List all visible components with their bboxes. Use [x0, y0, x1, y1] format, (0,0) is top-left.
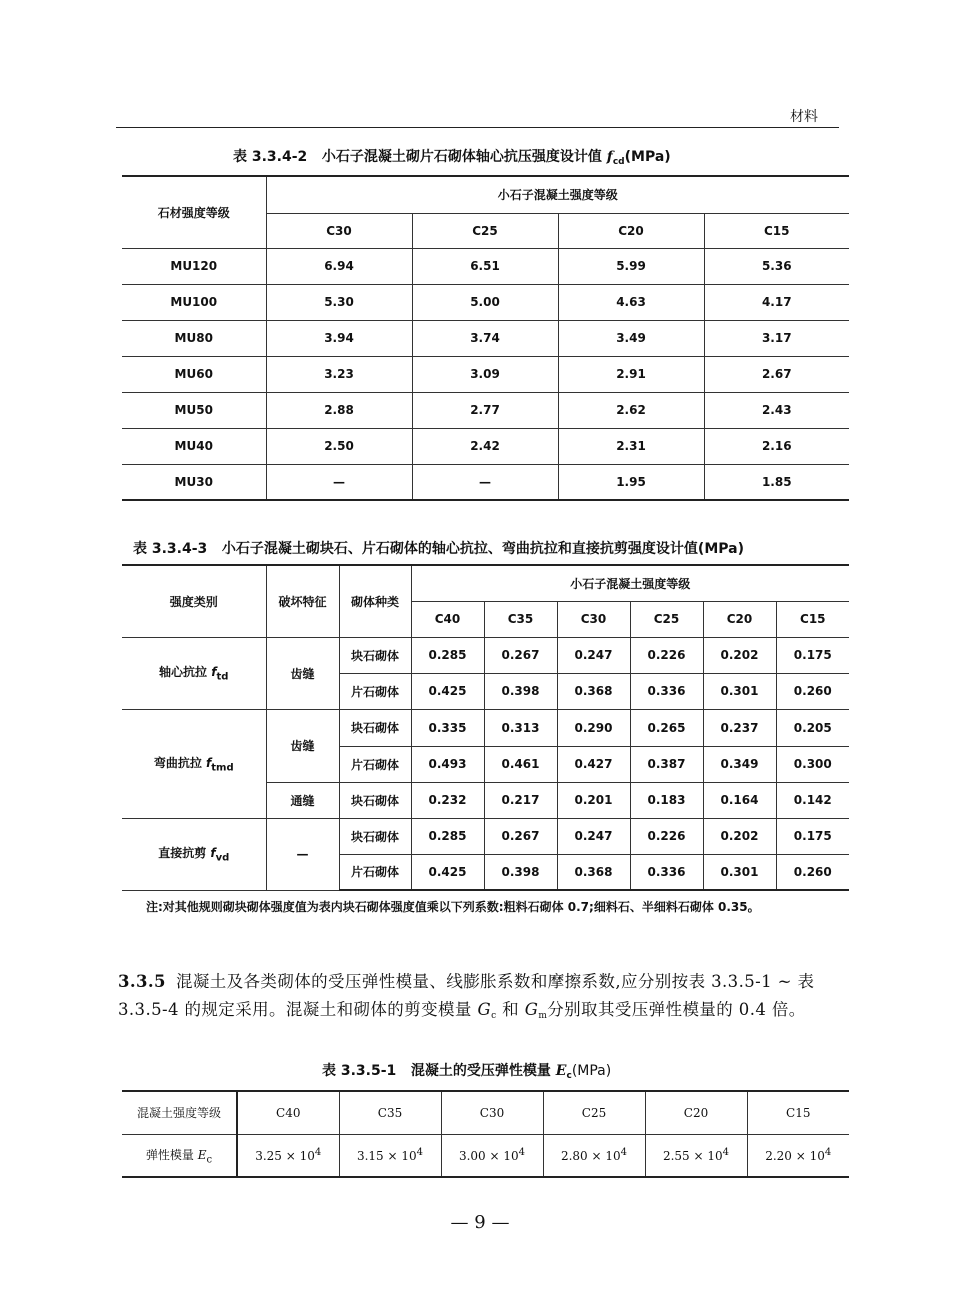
table1-cell: 2.91: [558, 356, 704, 392]
table1-cell: 5.00: [412, 284, 558, 320]
table2-col-header: C20: [703, 601, 776, 637]
table2-cell: 0.461: [484, 746, 557, 782]
table2-strength-label: [122, 709, 266, 818]
table2-cell: 0.427: [557, 746, 630, 782]
table3-row2-sub: c: [206, 1153, 213, 1165]
table2-col-header: C40: [411, 601, 484, 637]
table3-base: × 10: [591, 1149, 621, 1164]
table2-cell: 0.205: [776, 709, 849, 746]
table3-mantissa: 3.25: [255, 1149, 282, 1164]
table2-failure: —: [266, 818, 339, 890]
table3-caption-unit: (MPa): [571, 1063, 612, 1079]
table2-cell: 0.265: [630, 709, 703, 746]
table1-cell: —: [266, 464, 412, 500]
table2-failure: 齿缝: [266, 709, 339, 782]
table1-cell: 4.17: [704, 284, 849, 320]
table1-cell: 1.95: [558, 464, 704, 500]
table3-cell: [543, 1134, 645, 1177]
table2-cell: 0.398: [484, 673, 557, 709]
table2-caption: [133, 538, 744, 558]
table3-cell: [645, 1134, 747, 1177]
table1-row-header: 石材强度等级: [122, 176, 266, 248]
table3-cell: [237, 1134, 339, 1177]
table2-cell: 0.247: [557, 818, 630, 854]
table1-row-label: MU80: [122, 320, 266, 356]
table3-mantissa: 3.15: [356, 1149, 384, 1164]
table3-col-header: C40: [237, 1091, 339, 1134]
table3-caption-text: 混凝土的受压弹性模量: [410, 1063, 551, 1079]
table1-caption: [233, 146, 671, 167]
table3-col-header: C25: [543, 1091, 645, 1134]
table2-cell: 0.301: [703, 854, 776, 890]
table2-caption-text: 小石子混凝土砌块石、片石砌体的轴心抗拉、弯曲抗拉和直接抗剪强度设计值(MPa): [221, 541, 744, 557]
table2-strength-symbol: f: [210, 846, 216, 861]
table1-caption-symbol: f: [606, 149, 613, 165]
section-text-1: 混凝土及各类砌体的受压弹性模量、线膨胀系数和摩擦系数,应分别按表 3.3.5-1 ~ 表 3.3.5-4 的规定采用。混凝土和砌体的剪变模量: [118, 972, 815, 1019]
table2-cell: 0.260: [776, 673, 849, 709]
table-row: [122, 356, 849, 392]
table1-row-label: MU100: [122, 284, 266, 320]
table2-strength-label: [122, 818, 266, 890]
table-row: [122, 1134, 849, 1177]
table2-cell: 0.285: [411, 637, 484, 673]
table-row: [122, 428, 849, 464]
table2-masonry-type: 块石砌体: [339, 782, 411, 818]
table1-cell: 5.30: [266, 284, 412, 320]
table1-cell: 3.94: [266, 320, 412, 356]
table2-cell: 0.247: [557, 637, 630, 673]
table1-cell: 2.42: [412, 428, 558, 464]
running-head: 材料: [790, 109, 818, 125]
table3-caption: [322, 1060, 611, 1081]
table2-cell: 0.368: [557, 854, 630, 890]
table2-cell: 0.237: [703, 709, 776, 746]
table2-cell: 0.335: [411, 709, 484, 746]
table3-exponent: 4: [620, 1147, 628, 1159]
table1: [122, 175, 849, 501]
table1-row-label: MU60: [122, 356, 266, 392]
table2-masonry-type: 块石砌体: [339, 818, 411, 854]
table2-cell: 0.336: [630, 673, 703, 709]
table2-strength-symbol: f: [206, 755, 212, 770]
table-row: [122, 284, 849, 320]
page-number: — 9 —: [450, 1212, 510, 1233]
symbol-gm: G: [524, 1000, 539, 1019]
table2-cell: 0.425: [411, 673, 484, 709]
table1-row-label: MU120: [122, 248, 266, 284]
table1-row-label: MU40: [122, 428, 266, 464]
table2-cell: 0.164: [703, 782, 776, 818]
table3-cell: [441, 1134, 543, 1177]
table1-cell: 3.17: [704, 320, 849, 356]
table3-exponent: 4: [314, 1147, 322, 1159]
symbol-gc: G: [477, 1000, 492, 1019]
table3-base: × 10: [693, 1149, 723, 1164]
symbol-gc-sub: c: [491, 1011, 497, 1021]
table1-cell: 2.31: [558, 428, 704, 464]
table1-col-header: C15: [704, 213, 849, 248]
table2-masonry-type: 片石砌体: [339, 746, 411, 782]
table2-cell: 0.226: [630, 818, 703, 854]
table2-masonry-type: 片石砌体: [339, 673, 411, 709]
table2-cell: 0.493: [411, 746, 484, 782]
table3-row2-label: [122, 1134, 237, 1177]
table2-col-header: C15: [776, 601, 849, 637]
table2-cell: 0.336: [630, 854, 703, 890]
table3-col-header: C20: [645, 1091, 747, 1134]
table2-h-strength: 强度类别: [122, 565, 266, 637]
table1-cell: 5.36: [704, 248, 849, 284]
table1-cell: 2.16: [704, 428, 849, 464]
table2-cell: 0.226: [630, 637, 703, 673]
table2-note: 注:对其他规则砌块砌体强度值为表内块石砌体强度值乘以下列系数:粗料石砌体 0.7;细料石、半细料石砌体 0.35。: [146, 900, 760, 914]
table1-cell: 3.23: [266, 356, 412, 392]
table1-col-header: C30: [266, 213, 412, 248]
table3-caption-prefix: 表 3.3.5-1: [322, 1063, 397, 1079]
table2-masonry-type: 片石砌体: [339, 854, 411, 890]
table2-strength-sub: td: [216, 671, 229, 683]
table1-cell: 3.09: [412, 356, 558, 392]
table3-base: × 10: [489, 1149, 519, 1164]
table3-caption-symbol: E: [555, 1063, 567, 1079]
table3-row2-text: 弹性模量: [145, 1147, 194, 1162]
table3-base: × 10: [387, 1149, 417, 1164]
header-rule: [116, 127, 839, 128]
table-row: [122, 320, 849, 356]
table3-mantissa: 2.80: [560, 1149, 588, 1164]
section-text-2: 和: [496, 1000, 525, 1019]
table3-cell: [339, 1134, 441, 1177]
table2-cell: 0.175: [776, 637, 849, 673]
table2-strength-sub: tmd: [211, 762, 234, 774]
table3-exponent: 4: [722, 1147, 730, 1159]
table2-h-failure: 破坏特征: [266, 565, 339, 637]
table2-cell: 0.267: [484, 637, 557, 673]
table2-cell: 0.301: [703, 673, 776, 709]
table2-cell: 0.183: [630, 782, 703, 818]
table2-strength-name: 轴心抗拉: [159, 665, 208, 680]
table-row: [122, 818, 849, 854]
table3-col-header: C30: [441, 1091, 543, 1134]
table3-mantissa: 2.55: [662, 1149, 690, 1164]
table3-mantissa: 3.00: [458, 1149, 486, 1164]
table2-cell: 0.368: [557, 673, 630, 709]
table2-cell: 0.267: [484, 818, 557, 854]
table2-cell: 0.285: [411, 818, 484, 854]
table1-row-label: MU50: [122, 392, 266, 428]
table1-cell: 5.99: [558, 248, 704, 284]
table1-cell: 2.67: [704, 356, 849, 392]
table2-strength-symbol: f: [211, 665, 217, 680]
table2-cell: 0.387: [630, 746, 703, 782]
table2-strength-name: 弯曲抗拉: [153, 755, 202, 770]
table2-cell: 0.217: [484, 782, 557, 818]
table-row: [122, 464, 849, 500]
table2-cell: 0.349: [703, 746, 776, 782]
table3-cell: [747, 1134, 849, 1177]
table3-col-header: C15: [747, 1091, 849, 1134]
table2-cell: 0.202: [703, 637, 776, 673]
table2-cell: 0.425: [411, 854, 484, 890]
table2-caption-prefix: 表 3.3.4-3: [133, 541, 208, 557]
table1-caption-prefix: 表 3.3.4-2: [233, 149, 308, 165]
table1-cell: 2.50: [266, 428, 412, 464]
table1-cell: 2.43: [704, 392, 849, 428]
table2-strength-sub: vd: [215, 852, 230, 864]
table2-failure: 通缝: [266, 782, 339, 818]
table3-mantissa: 2.20: [765, 1149, 792, 1164]
section-paragraph: [118, 968, 846, 1030]
table1-group-header: 小石子混凝土强度等级: [266, 176, 849, 213]
table2-cell: 0.142: [776, 782, 849, 818]
table2-cell: 0.232: [411, 782, 484, 818]
table-row: [122, 637, 849, 673]
table2-cell: 0.398: [484, 854, 557, 890]
table3-base: × 10: [285, 1149, 315, 1164]
table3-exponent: 4: [518, 1147, 526, 1159]
table1-cell: 2.62: [558, 392, 704, 428]
table2-cell: 0.260: [776, 854, 849, 890]
table2-cell: 0.175: [776, 818, 849, 854]
table2-failure: 齿缝: [266, 637, 339, 709]
table-row: [122, 248, 849, 284]
table3-exponent: 4: [824, 1147, 832, 1159]
symbol-gm-sub: m: [538, 1011, 548, 1021]
table2-cell: 0.202: [703, 818, 776, 854]
table1-cell: 6.94: [266, 248, 412, 284]
section-number: 3.3.5: [118, 972, 166, 991]
table1-col-header: C20: [558, 213, 704, 248]
table1-caption-sub: cd: [612, 157, 625, 167]
section-text-3: 分别取其受压弹性模量的 0.4 倍。: [547, 1000, 806, 1019]
table1-cell: 2.88: [266, 392, 412, 428]
table3-caption-sub: c: [566, 1071, 572, 1081]
table1-cell: —: [412, 464, 558, 500]
table1-caption-text: 小石子混凝土砌片石砌体轴心抗压强度设计值: [321, 149, 602, 165]
table2-masonry-type: 块石砌体: [339, 709, 411, 746]
table2-col-header: C25: [630, 601, 703, 637]
table3-col-header: C35: [339, 1091, 441, 1134]
table1-cell: 6.51: [412, 248, 558, 284]
table1-cell: 3.49: [558, 320, 704, 356]
table-row: [122, 392, 849, 428]
table1-cell: 3.74: [412, 320, 558, 356]
table3-row2-symbol: E: [197, 1147, 207, 1162]
table1-cell: 4.63: [558, 284, 704, 320]
table3-exponent: 4: [416, 1147, 424, 1159]
table1-cell: 1.85: [704, 464, 849, 500]
table2-group-header: 小石子混凝土强度等级: [411, 565, 849, 601]
table2-cell: 0.300: [776, 746, 849, 782]
table1-col-header: C25: [412, 213, 558, 248]
table2-cell: 0.290: [557, 709, 630, 746]
table1-row-label: MU30: [122, 464, 266, 500]
table-row: [122, 709, 849, 746]
table1-cell: 2.77: [412, 392, 558, 428]
table2-col-header: C35: [484, 601, 557, 637]
table2-col-header: C30: [557, 601, 630, 637]
table1-caption-unit: (MPa): [624, 149, 671, 165]
table2: [122, 564, 849, 891]
table2-masonry-type: 块石砌体: [339, 637, 411, 673]
table2-cell: 0.313: [484, 709, 557, 746]
table3: [122, 1090, 849, 1178]
table3-row1-label: 混凝土强度等级: [122, 1091, 237, 1134]
table2-h-masonry: 砌体种类: [339, 565, 411, 637]
table2-cell: 0.201: [557, 782, 630, 818]
table2-strength-label: [122, 637, 266, 709]
table2-strength-name: 直接抗剪: [158, 846, 207, 861]
table3-base: × 10: [795, 1149, 825, 1164]
